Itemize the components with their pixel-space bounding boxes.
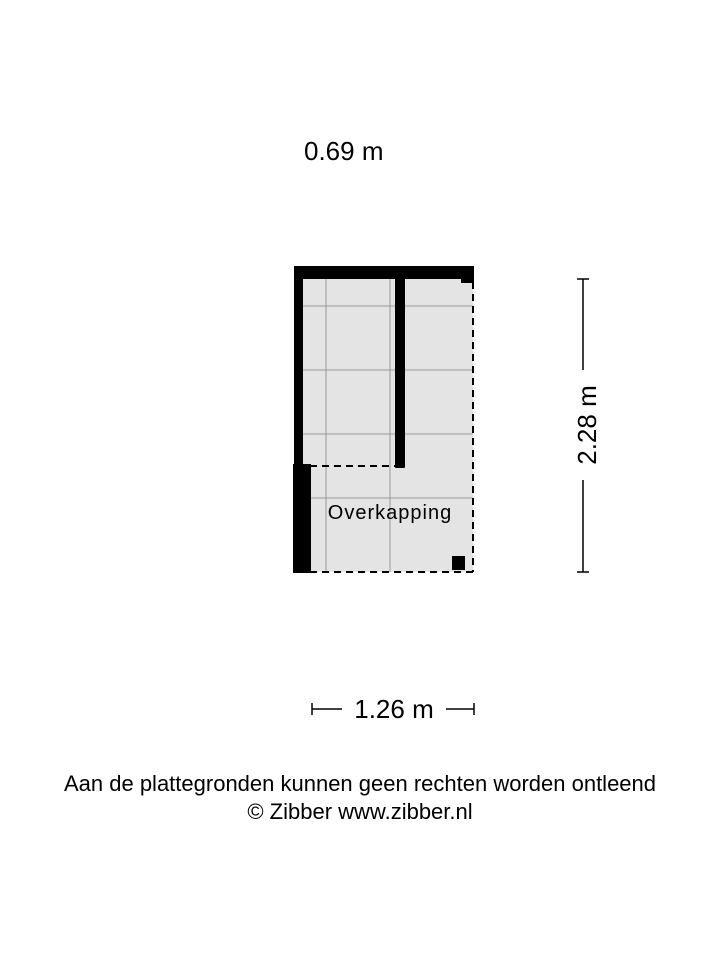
disclaimer-text: Aan de plattegronden kunnen geen rechten worden ontleend — [63, 771, 657, 796]
wall-left-upper — [294, 266, 303, 466]
wall-inner — [395, 278, 405, 468]
wall-top — [294, 266, 474, 279]
post — [452, 556, 465, 570]
wall-corner-stub — [461, 278, 474, 283]
copyright-text: © Zibber www.zibber.nl — [247, 799, 473, 824]
room-label: Overkapping — [327, 502, 453, 524]
wall-left-lower — [293, 464, 311, 573]
level-height-label: 0.69 m — [304, 136, 384, 166]
width-dimension-label: 1.26 m — [354, 694, 434, 724]
depth-dimension-label: 2.28 m — [572, 385, 602, 465]
